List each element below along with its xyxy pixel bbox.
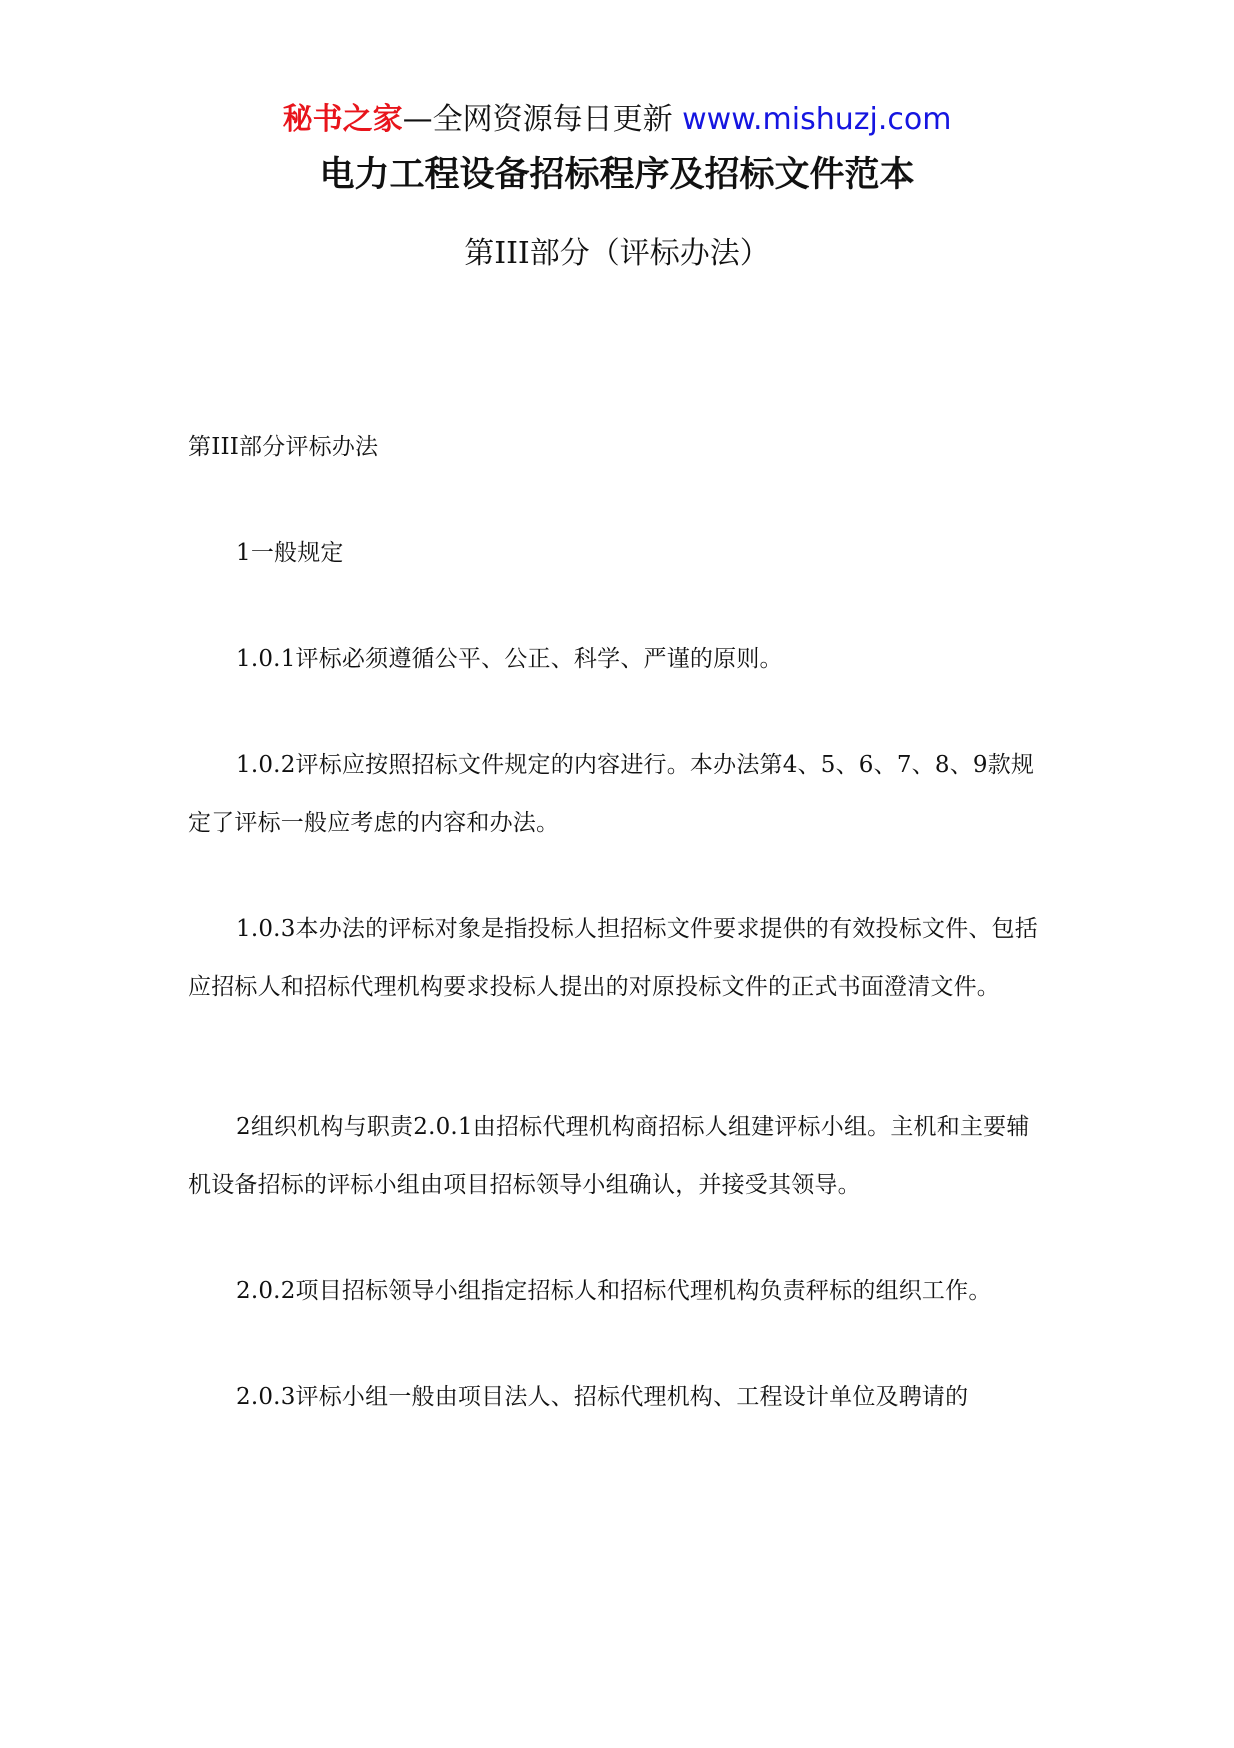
document-title: 电力工程设备招标程序及招标文件范本 [319, 155, 915, 195]
document-subtitle: 第III部分（评标办法） [464, 236, 770, 271]
section-heading: 第III部分评标办法 [188, 434, 379, 460]
brand-name: 秘书之家 [282, 102, 403, 137]
paragraph-block-6 [188, 1262, 1048, 1320]
brand-tagline: —全网资源每日更新 [402, 102, 683, 137]
paragraph: 1一般规定 [236, 540, 344, 566]
section-heading-block [188, 418, 1048, 476]
paragraph: 2组织机构与职责2.0.1由招标代理机构商招标人组建评标小组。主机和主要辅机设备招标的评标小组由项目招标领导小组确认，并接受其领导。 [188, 1114, 1030, 1198]
paragraph: 1.0.2评标应按照招标文件规定的内容进行。本办法第4、5、6、7、8、9款规定了评标一般应考虑的内容和办法。 [188, 752, 1035, 836]
paragraph: 2.0.3评标小组一般由项目法人、招标代理机构、工程设计单位及聘请的 [236, 1384, 969, 1410]
paragraph-block-5 [188, 1098, 1048, 1214]
site-url-link[interactable]: www.mishuzj.com [682, 102, 952, 137]
paragraph-block-4 [188, 900, 1048, 1016]
paragraph-block-1 [188, 524, 1048, 582]
paragraph-block-3 [188, 736, 1048, 852]
paragraph: 2.0.2项目招标领导小组指定招标人和招标代理机构负责秤标的组织工作。 [236, 1278, 992, 1304]
site-banner [0, 100, 1234, 140]
paragraph-block-2 [188, 630, 1048, 688]
paragraph: 1.0.3本办法的评标对象是指投标人担招标文件要求提供的有效投标文件、包括应招标人和招标代理机构要求投标人提出的对原投标文件的正式书面澄清文件。 [188, 916, 1038, 1000]
paragraph-block-7 [188, 1368, 1048, 1426]
paragraph: 1.0.1评标必须遵循公平、公正、科学、严谨的原则。 [236, 646, 783, 672]
